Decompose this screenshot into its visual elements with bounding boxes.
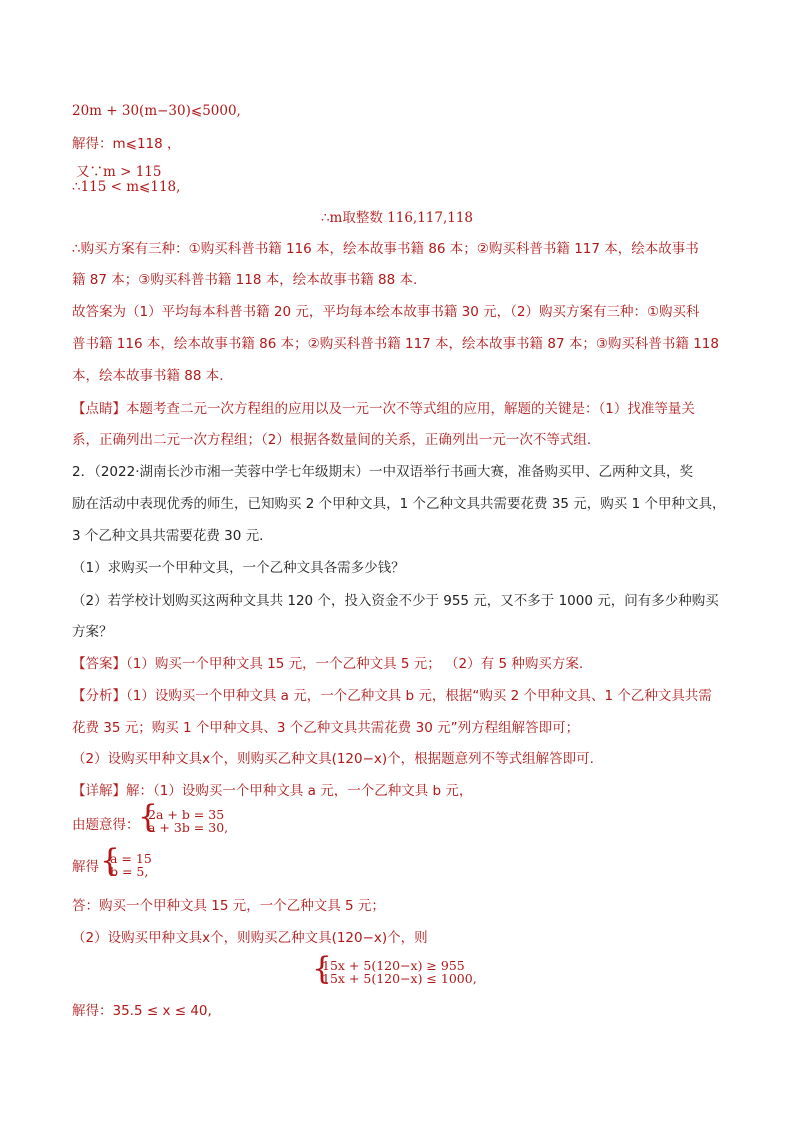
equation-line: 2a + b = 35	[148, 807, 225, 822]
condition-line: 又∵m > 115	[76, 164, 162, 180]
equation-system	[148, 808, 228, 834]
question-part-1: （1）求购买一个甲种文具，一个乙种文具各需多少钱？	[72, 560, 405, 576]
equation-line: a + 3b = 30	[148, 820, 225, 835]
plan-text-line: 籍 87 本；③购买科普书籍 118 本，绘本故事书籍 88 本.	[72, 272, 418, 288]
inequality-line: 15x + 5(120−x) ≥ 955	[322, 958, 465, 973]
question-text-line: 3 个乙种文具共需要花费 30 元.	[72, 528, 264, 544]
inequality-line-with-tail	[322, 972, 477, 985]
analysis-line: 【分析】（1）设购买一个甲种文具 a 元，一个乙种文具 b 元，根据“购买 2 个甲种文具、1 个乙种文具共需	[72, 688, 712, 704]
equation-line-with-tail	[110, 865, 152, 878]
solution-line: 解得：35.5 ≤ x ≤ 40,	[72, 1003, 212, 1019]
system-label: 解得	[72, 859, 99, 875]
brace-icon: {	[100, 843, 120, 879]
inequality-line: 15x + 5(120−x) ≤ 1000	[322, 971, 473, 986]
inequality-system	[322, 959, 477, 985]
answer-text-line: 故答案为（1）平均每本科普书籍 20 元，平均每本绘本故事书籍 30 元，（2）购买方案有三种：①购买科	[72, 304, 700, 320]
punctuation: ,	[472, 971, 477, 986]
comment-text-line: 【点睛】本题考查二元一次方程组的应用以及一元一次不等式组的应用，解题的关键是：（1）找准等量关	[72, 401, 695, 417]
question-text-line: 励在活动中表现优秀的师生，已知购买 2 个甲种文具，1 个乙种文具共需要花费 35 元，购买 1 个甲种文具，	[72, 496, 726, 512]
punctuation: ,	[224, 820, 229, 835]
question-part-2: 方案？	[72, 624, 113, 640]
answer-text-line: 本，绘本故事书籍 88 本.	[72, 368, 224, 384]
system-label: 由题意得：	[72, 817, 140, 833]
answer-text-line: 普书籍 116 本，绘本故事书籍 86 本；②购买科普书籍 117 本，绘本故事书籍 87 本；③购买科普书籍 118	[72, 336, 719, 352]
analysis-line: 花费 35 元；购买 1 个甲种文具、3 个乙种文具共需花费 30 元”列方程组解答即可；	[72, 720, 580, 736]
comment-text-line: 系，正确列出二元一次方程组；（2）根据各数量间的关系，正确列出一元一次不等式组.	[72, 432, 592, 448]
question-text-line: 2．（2022·湖南长沙市湘一芙蓉中学七年级期末）一中双语举行书画大赛，准备购买甲、乙两种文具，奖	[72, 464, 693, 480]
solution-line: 解得：m⩽118 ，	[72, 136, 181, 152]
answer-line: 答：购买一个甲种文具 15 元，一个乙种文具 5 元；	[72, 898, 385, 914]
equation-line-with-tail	[148, 821, 228, 834]
brace-icon: {	[138, 799, 158, 835]
equation-system	[110, 852, 152, 878]
equation-line: b = 5	[110, 864, 145, 879]
detail-line: 【详解】解：（1）设购买一个甲种文具 a 元，一个乙种文具 b 元，	[72, 783, 473, 799]
detail-line: （2）设购买甲种文具x个，则购买乙种文具(120−x)个，则	[72, 930, 428, 946]
equation-line: a = 15	[110, 851, 152, 866]
question-part-2: （2）若学校计划购买这两种文具共 120 个，投入资金不少于 955 元，又不多于 1000 元，问有多少种购买	[72, 593, 719, 609]
answer-line: 【答案】（1）购买一个甲种文具 15 元，一个乙种文具 5 元； （2）有 5 种购买方案.	[72, 656, 584, 672]
analysis-line: （2）设购买甲种文具x个，则购买乙种文具(120−x)个，根据题意列不等式组解答即可.	[72, 751, 594, 767]
plan-text-line: ∴购买方案有三种：①购买科普书籍 116 本，绘本故事书籍 86 本；②购买科普书籍 117 本，绘本故事书	[72, 241, 699, 257]
range-line: ∴115 < m⩽118,	[72, 179, 181, 195]
inequality-line: 20m + 30(m−30)⩽5000,	[72, 103, 241, 119]
punctuation: ,	[144, 864, 149, 879]
brace-icon: {	[312, 951, 332, 987]
integer-values-line: ∴m取整数 116,117,118	[320, 210, 474, 226]
